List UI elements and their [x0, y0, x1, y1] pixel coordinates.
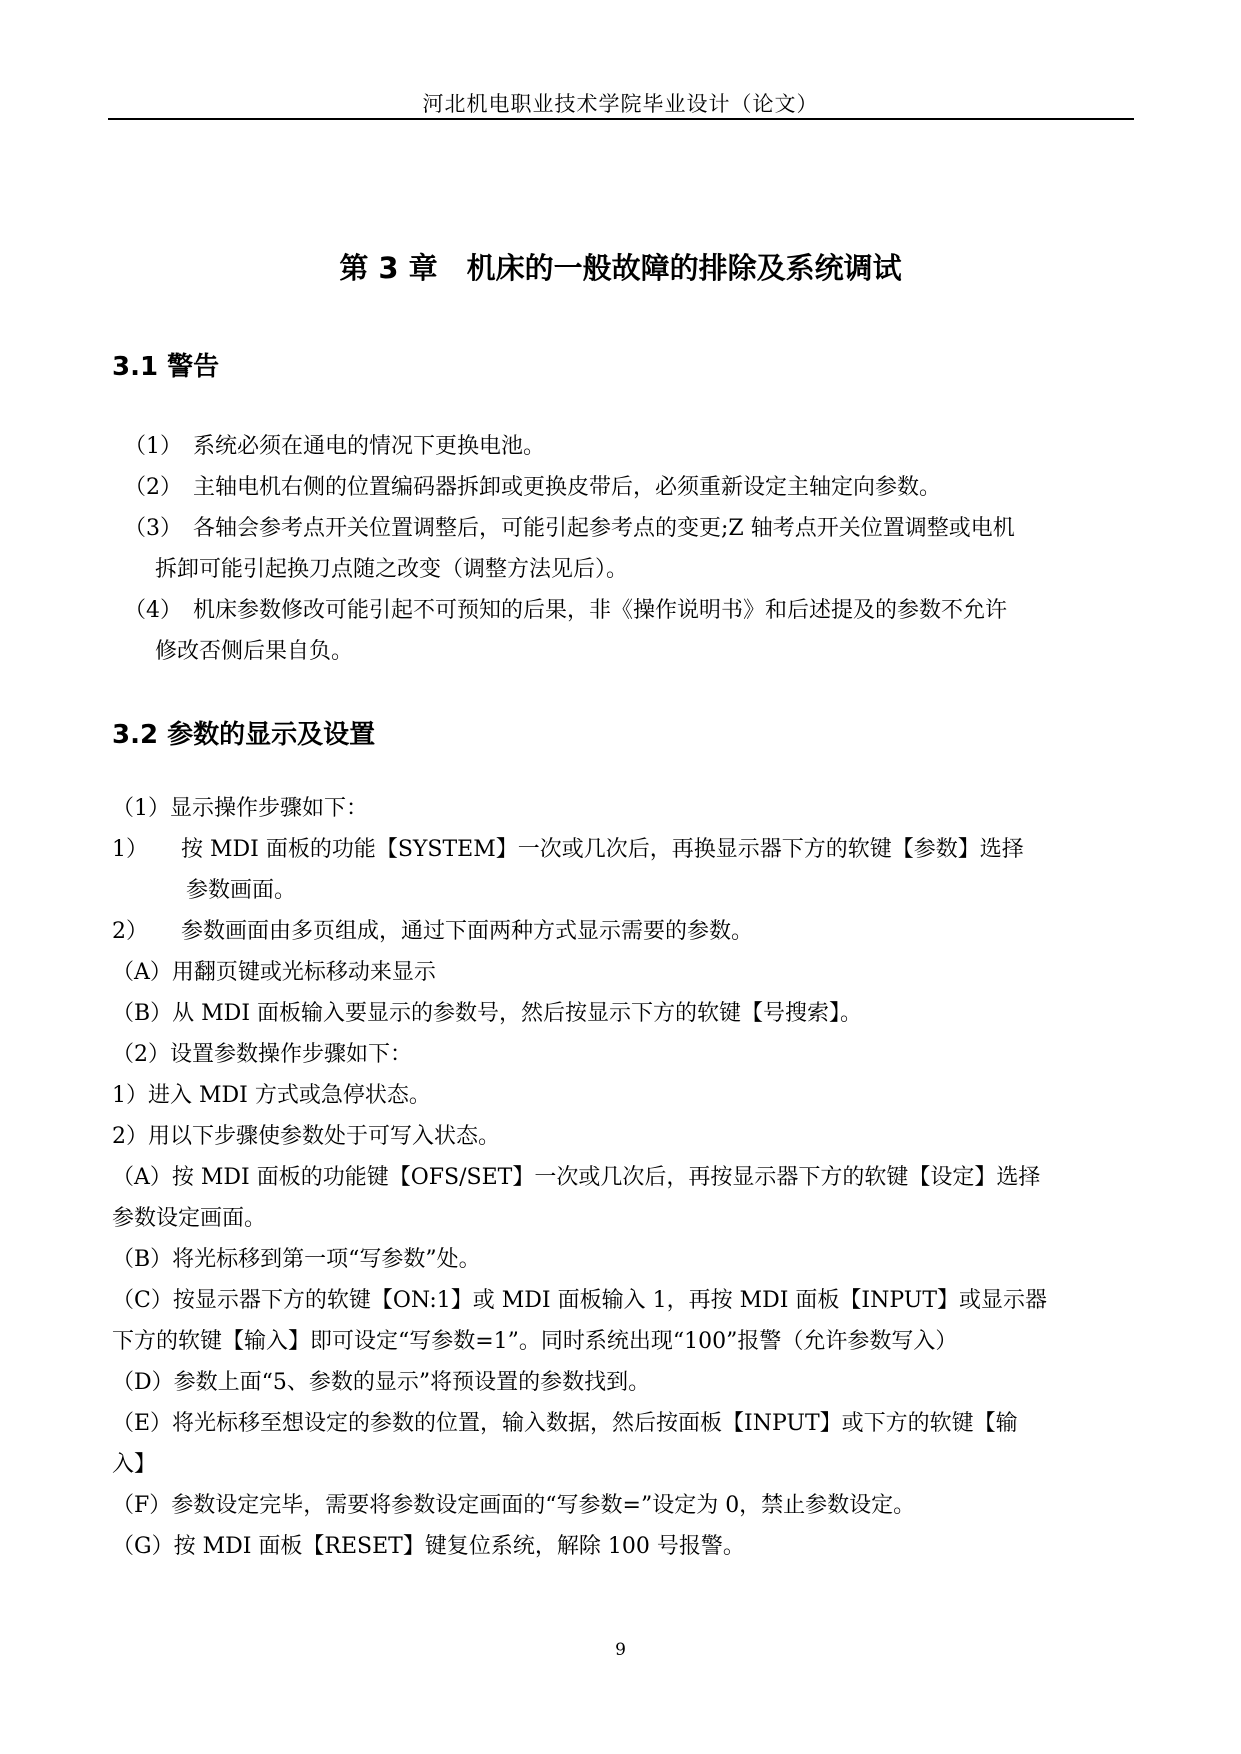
paragraph-line: （F）参数设定完毕，需要将参数设定画面的“写参数=”设定为 0，禁止参数设定。 — [112, 1493, 916, 1518]
paragraph-line: 下方的软键【输入】即可设定“写参数=1”。同时系统出现“100”报警（允许参数写入） — [112, 1329, 958, 1354]
paragraph-line: 参数设定画面。 — [112, 1206, 267, 1231]
paragraph-line: （C）按显示器下方的软键【ON:1】或 MDI 面板输入 1，再按 MDI 面板【INPUT】或显示器 — [112, 1288, 1047, 1313]
section-title-3-1: 3.1 警告 — [112, 352, 220, 382]
paragraph-line: （D）参数上面“5、参数的显示”将预设置的参数找到。 — [112, 1370, 651, 1395]
paragraph-line: （A）用翻页键或光标移动来显示 — [112, 960, 436, 985]
chapter-title: 第 3 章 机床的一般故障的排除及系统调试 — [339, 251, 902, 285]
paragraph-line: （3） 各轴会参考点开关位置调整后，可能引起参考点的变更;Z 轴考点开关位置调整或电机 — [124, 516, 1015, 541]
paragraph-line: （4） 机床参数修改可能引起不可预知的后果，非《操作说明书》和后述提及的参数不允许 — [124, 598, 1008, 623]
paragraph-line: （B）将光标移到第一项“写参数”处。 — [112, 1247, 481, 1272]
paragraph-line: （1） 系统必须在通电的情况下更换电池。 — [124, 434, 545, 459]
paragraph-line: 2）用以下步骤使参数处于可写入状态。 — [112, 1124, 500, 1149]
paragraph-line: 修改否侧后果自负。 — [155, 639, 354, 664]
paragraph-line: 1）进入 MDI 方式或急停状态。 — [112, 1083, 431, 1108]
paragraph-line: 拆卸可能引起换刀点随之改变（调整方法见后）。 — [155, 557, 629, 582]
page-number: 9 — [615, 1640, 626, 1660]
paragraph-line: 2） 参数画面由多页组成，通过下面两种方式显示需要的参数。 — [112, 919, 753, 944]
paragraph-line: （A）按 MDI 面板的功能键【OFS/SET】一次或几次后，再按显示器下方的软键【设定】选择 — [112, 1165, 1041, 1190]
paragraph-line: （G）按 MDI 面板【RESET】键复位系统，解除 100 号报警。 — [112, 1534, 745, 1559]
paragraph-line: （B）从 MDI 面板输入要显示的参数号，然后按显示下方的软键【号搜索】。 — [112, 1001, 863, 1026]
paragraph-line: 参数画面。 — [186, 878, 297, 903]
section-title-3-2: 3.2 参数的显示及设置 — [112, 720, 376, 750]
header-rule — [108, 118, 1134, 120]
paragraph-line: （2）设置参数操作步骤如下： — [112, 1042, 412, 1067]
paragraph-line: （2） 主轴电机右侧的位置编码器拆卸或更换皮带后，必须重新设定主轴定向参数。 — [124, 475, 941, 500]
paragraph-line: （E）将光标移至想设定的参数的位置，输入数据，然后按面板【INPUT】或下方的软键【输 — [112, 1411, 1018, 1436]
paragraph-line: 1） 按 MDI 面板的功能【SYSTEM】一次或几次后，再换显示器下方的软键【参数】选择 — [112, 837, 1024, 862]
paragraph-line: （1）显示操作步骤如下： — [112, 796, 368, 821]
paragraph-line: 入】 — [112, 1452, 157, 1477]
running-header: 河北机电职业技术学院毕业设计（论文） — [422, 92, 819, 116]
